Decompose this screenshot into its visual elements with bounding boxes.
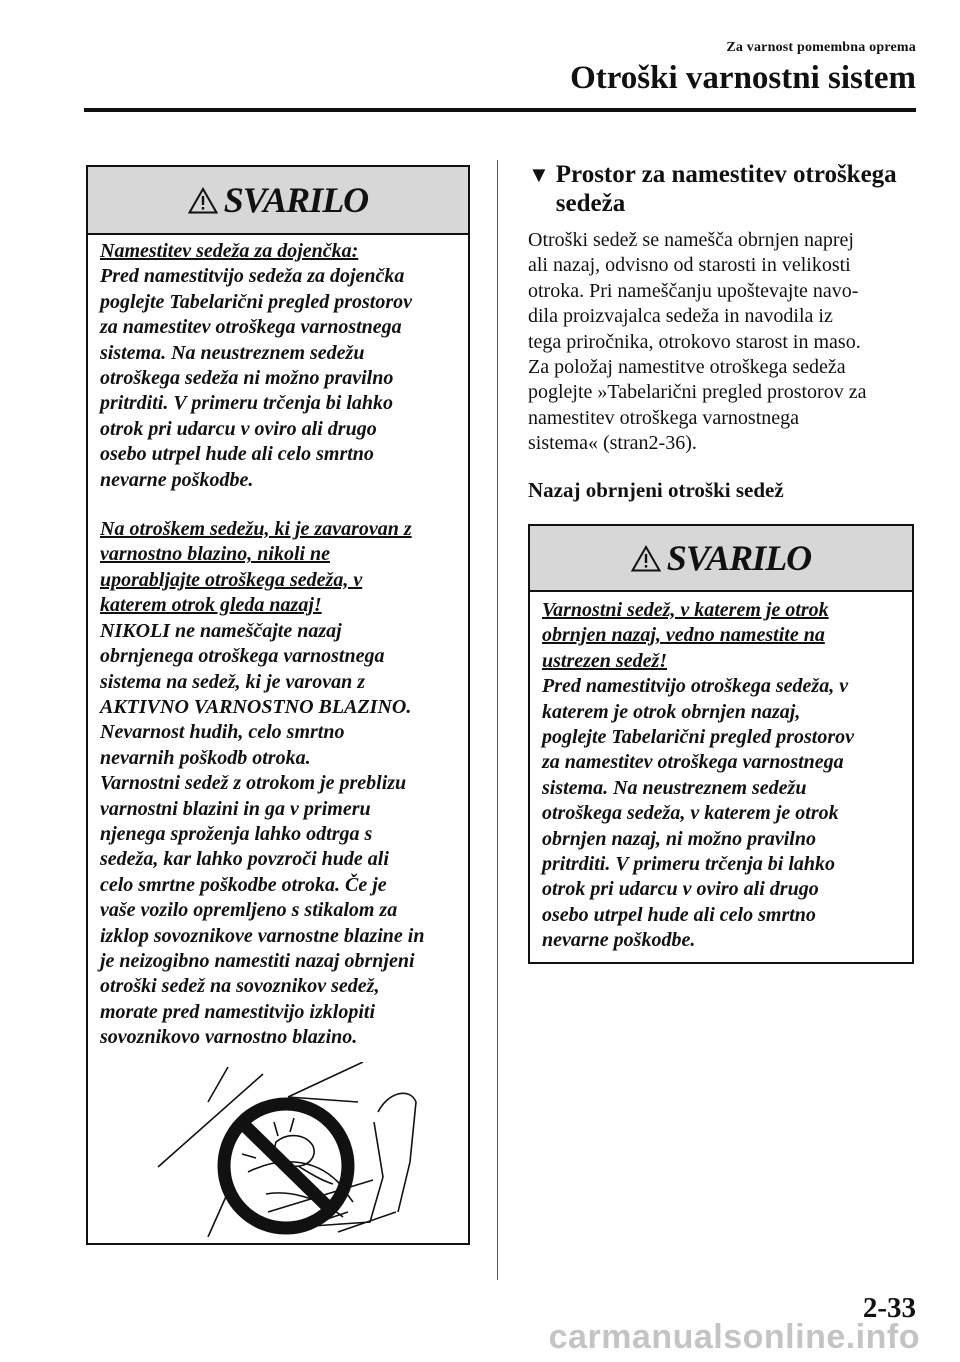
warning-text-line: vaše vozilo opremljeno s stikalom za: [100, 899, 398, 922]
header-rule: [84, 108, 916, 112]
warning-text-block: [542, 674, 906, 953]
warning-text-line: Pred namestitvijo otroškega sedeža, v: [542, 675, 849, 698]
warning-text-line: osebo utrpel hude ali celo smrtno: [100, 443, 374, 466]
body-text-line: namestitev otroškega varnostnega: [528, 406, 800, 429]
header-section-label: Za varnost pomembna oprema: [726, 40, 916, 55]
warning-text-line: pritrditi. V primeru trčenja bi lahko: [542, 853, 836, 876]
warning-text-line: njenega sproženja lahko odtrga s: [100, 822, 373, 845]
body-text-line: otroka. Pri nameščanju upoštevajte navo-: [528, 279, 859, 302]
warning-text-block: [100, 619, 460, 1051]
subheading: Nazaj obrnjeni otroški sedež: [528, 478, 784, 502]
warning-text-line: otrok pri udarcu v oviro ali drugo: [100, 417, 377, 440]
warning-text-line: sedeža, kar lahko povzroči hude ali: [100, 848, 389, 871]
warning-heading: [100, 517, 460, 619]
section-title-line: Prostor za namestitev otroškega: [555, 161, 897, 188]
warning-text-line: osebo utrpel hude ali celo smrtno: [542, 903, 816, 926]
warning-text-line: varnostni blazini in ga v primeru: [100, 797, 371, 820]
warning-box-left: [86, 165, 470, 1245]
warning-text-line: sistema. Na neustreznem sedežu: [542, 776, 807, 799]
airbag-child-seat-illustration: [148, 1062, 448, 1237]
page-title: Otroški varnostni sistem: [570, 60, 916, 96]
warning-text-line: sistema. Na neustreznem sedežu: [100, 341, 365, 364]
body-text-line: Otroški sedež se namešča obrnjen naprej: [528, 229, 854, 251]
warning-heading-line: obrnjen nazaj, vedno namestite na: [542, 624, 825, 647]
warning-text-line: nevarnih poškodb otroka.: [100, 746, 311, 769]
body-text-line: ali nazaj, odvisno od starosti in velikosti: [528, 254, 851, 277]
warning-heading-line: Varnostni sedež, v katerem je otrok: [542, 599, 829, 621]
warning-header: [530, 526, 912, 592]
warning-text-block: [100, 264, 460, 493]
section-title-line: sedeža: [555, 190, 626, 217]
warning-text-line: AKTIVNO VARNOSTNO BLAZINO.: [100, 695, 412, 718]
warning-text-line: je neizogibno namestiti nazaj obrnjeni: [100, 949, 415, 972]
warning-text-line: katerem je otrok obrnjen nazaj,: [542, 700, 801, 723]
body-text-line: poglejte »Tabelarični pregled prostorov za: [528, 381, 867, 404]
warning-heading-line: Na otroškem sedežu, ki je zavarovan z: [100, 518, 412, 541]
section-title: [528, 160, 918, 218]
body-text-line: tega priročnika, otrokovo starost in maso.: [528, 330, 861, 353]
body-text-line: Za položaj namestitve otroškega sedeža: [528, 356, 846, 379]
warning-text-line: otroškega sedeža ni možno pravilno: [100, 367, 394, 390]
warning-heading: [542, 598, 906, 674]
warning-body: [530, 598, 912, 954]
warning-text-line: morate pred namestitvijo izklopiti: [100, 1000, 375, 1023]
body-text-line: sistema« (stran2-36).: [528, 432, 697, 455]
warning-header: [88, 167, 468, 235]
warning-text-line: Nevarnost hudih, celo smrtno: [100, 721, 345, 744]
warning-heading-line: katerem otrok gleda nazaj!: [100, 594, 322, 617]
warning-heading-line: ustrezen sedež!: [542, 649, 668, 672]
column-divider: [497, 160, 498, 1280]
warning-box-right: [528, 524, 914, 964]
watermark: carmanualsonline.info: [548, 1318, 920, 1356]
warning-text-line: sistema na sedež, ki je varovan z: [100, 670, 365, 693]
warning-text-line: sovoznikovo varnostno blazino.: [100, 1026, 358, 1049]
warning-text-line: za namestitev otroškega varnostnega: [100, 316, 402, 339]
warning-text-line: izklop sovoznikove varnostne blazine in: [100, 924, 425, 947]
warning-text-line: nevarne poškodbe.: [100, 468, 254, 491]
warning-text-line: obrnjen nazaj, ni možno pravilno: [542, 827, 816, 850]
warning-text-line: poglejte Tabelarični pregled prostorov: [542, 726, 855, 749]
warning-triangle-icon: [188, 187, 218, 214]
warning-text-line: otrok pri udarcu v oviro ali drugo: [542, 878, 819, 901]
page-number: 2-33: [862, 1292, 916, 1324]
warning-text-line: otroškega sedeža, v katerem je otrok: [542, 802, 839, 825]
warning-text-line: Varnostni sedež z otrokom je preblizu: [100, 772, 407, 795]
warning-text-line: pritrditi. V primeru trčenja bi lahko: [100, 392, 394, 415]
section-marker-triangle-icon: ▼: [528, 162, 550, 187]
section-body: [528, 228, 920, 457]
warning-text-line: obrnjenega otroškega varnostnega: [100, 645, 385, 668]
warning-heading-line: varnostno blazino, nikoli ne: [100, 543, 331, 566]
warning-text-line: za namestitev otroškega varnostnega: [542, 751, 844, 774]
warning-text-line: poglejte Tabelarični pregled prostorov: [100, 290, 413, 313]
warning-text-line: celo smrtne poškodbe otroka. Če je: [100, 873, 387, 896]
warning-label: SVARILO: [223, 180, 369, 220]
warning-heading-line: uporabljajte otroškega sedeža, v: [100, 568, 363, 591]
warning-text-line: Pred namestitvijo sedeža za dojenčka: [100, 265, 405, 288]
warning-text-line: NIKOLI ne nameščajte nazaj: [100, 619, 342, 642]
body-text-line: dila proizvajalca sedeža in navodila iz: [528, 305, 833, 328]
warning-label: SVARILO: [666, 538, 812, 578]
warning-heading: Namestitev sedeža za dojenčka:: [100, 240, 359, 262]
warning-text-line: otroški sedež na sovoznikov sedež,: [100, 975, 380, 998]
warning-triangle-icon: [631, 545, 661, 572]
warning-text-line: nevarne poškodbe.: [542, 929, 696, 952]
warning-body: [88, 239, 468, 1051]
